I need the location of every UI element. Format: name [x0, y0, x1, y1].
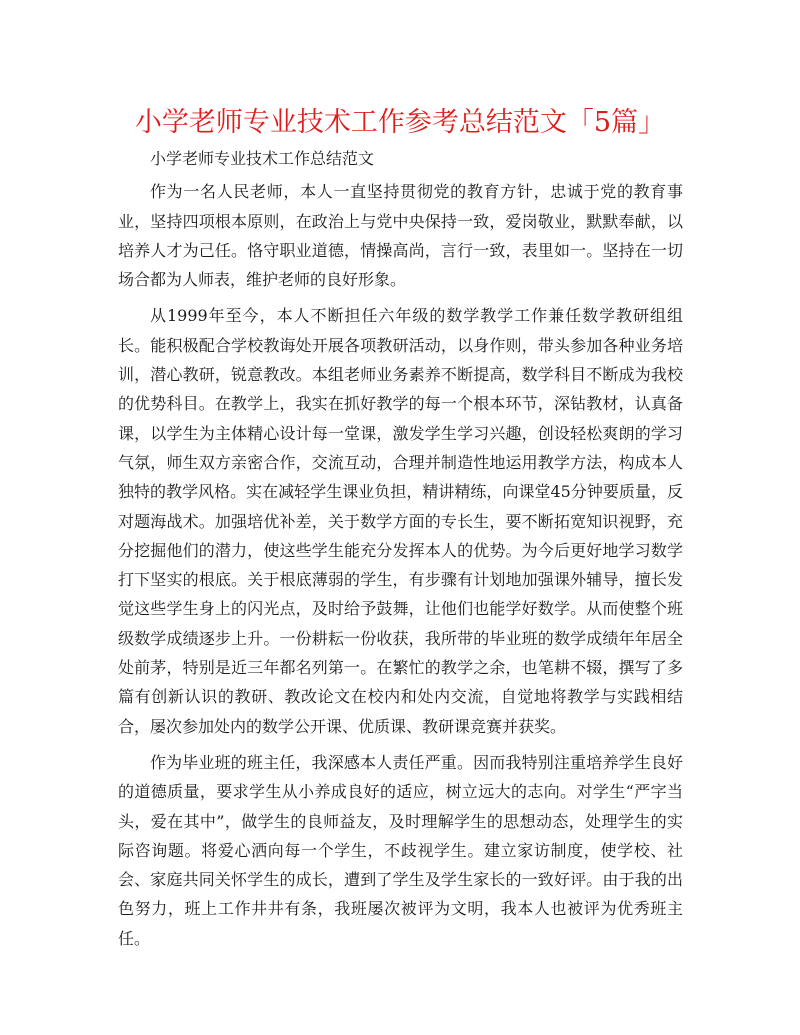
- paragraph-3: 作为毕业班的班主任，我深感本人责任严重。因而我特别注重培养学生良好的道德质量，要求学生从小养成良好的适应，树立远大的志向。对学生“严字当头，爱在其中”，做学生的良师益友，及时理解学生的思想动态，处理学生的实际咨询题。将爱心洒向每一个学生，不歧视学生。建立家访制度，使学校、社会、家庭共同关怀学生的成长，遭到了学生及学生家长的一致好评。由于我的出色努力，班上工作井井有条，我班屡次被评为文明，我本人也被评为优秀班主任。: [118, 752, 683, 948]
- paragraph-1: 作为一名人民老师，本人一直坚持贯彻党的教育方针，忠诚于党的教育事业，坚持四项根本原则，在政治上与党中央保持一致，爱岗敬业，默默奉献，以培养人才为己任。恪守职业道德，情操高尚，言行一致，表里如一。坚持在一切场合都为人师表，维护老师的良好形象。: [118, 182, 683, 290]
- section-subtitle: 小学老师专业技术工作总结范文: [150, 149, 375, 168]
- document-body: [118, 144, 683, 953]
- document-title: 小学老师专业技术工作参考总结范文「5篇」: [134, 107, 666, 138]
- paragraph-2: 从1999年至今，本人不断担任六年级的数学教学工作兼任数学教研组组长。能积极配合学校教诲处开展各项教研活动，以身作则，带头参加各种业务培训，潜心教研，锐意教改。本组老师业务素养不断提高，数学科目不断成为我校的优势科目。在教学上，我实在抓好教学的每一个根本环节，深钻教材，认真备课，以学生为主体精心设计每一堂课，激发学生学习兴趣，创设轻松爽朗的学习气氛，师生双方亲密合作，交流互动，合理并制造性地运用教学方法，构成本人独特的教学风格。实在减轻学生课业负担，精讲精练，向课堂45分钟要质量，反对题海战术。加强培优补差，关于数学方面的专长生，要不断拓宽知识视野，充分挖掘他们的潜力，使这些学生能充分发挥本人的优势。为今后更好地学习数学打下坚实的根底。关于根底薄弱的学生，有步骤有计划地加强课外辅导，擅长发觉这些学生身上的闪光点，及时给予鼓舞，让他们也能学好数学。从而使整个班级数学成绩逐步上升。一份耕耘一份收获，我所带的毕业班的数学成绩年年居全处前茅，特别是近三年都名列第一。在繁忙的教学之余，也笔耕不辍，撰写了多篇有创新认识的教研、教改论文在校内和处内交流，自觉地将教学与实践相结合，屡次参加处内的数学公开课、优质课、教研课竞赛并获奖。: [118, 306, 683, 736]
